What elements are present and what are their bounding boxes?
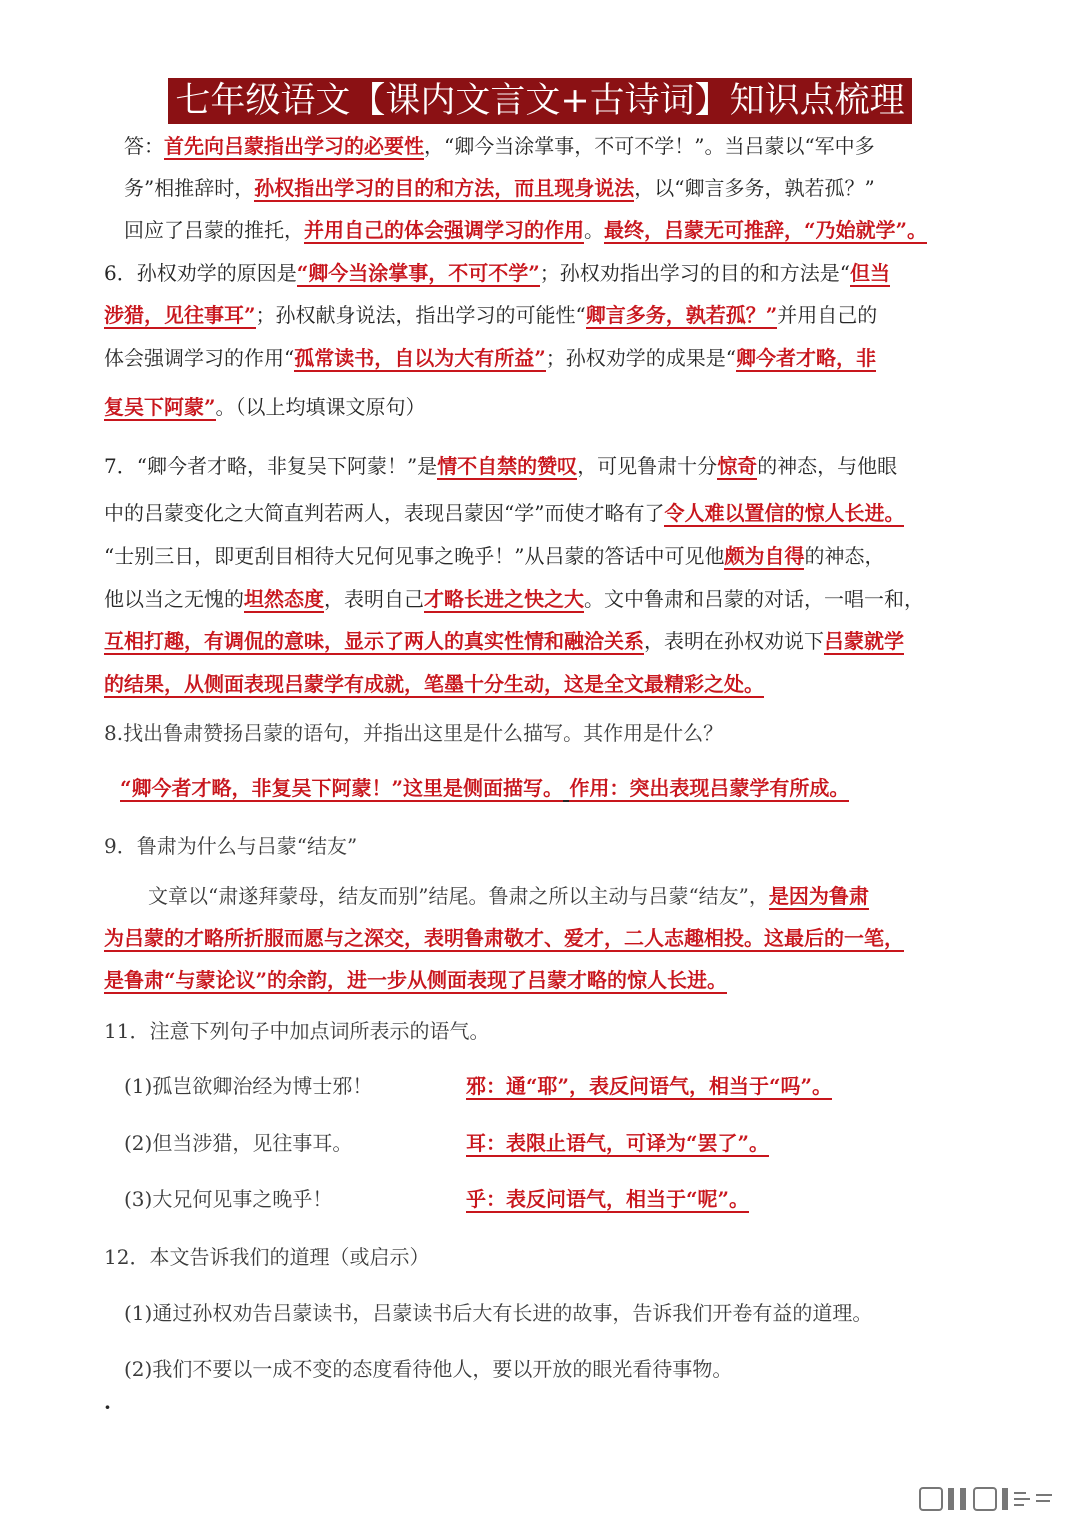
- q7-highlight: 惊奇: [717, 454, 758, 478]
- answer-text: 回应了吕蒙的推托，: [124, 218, 304, 242]
- q9-answer-line-3: [104, 967, 727, 993]
- q11-sentence-3: (3)大兄何见事之晚乎！: [124, 1187, 333, 1211]
- q7-text: ，表明自己: [324, 587, 424, 611]
- q12-item-2: (2)我们不要以一成不变的态度看待他人，要以开放的眼光看待事物。: [124, 1357, 733, 1381]
- q11-answer-2: [466, 1130, 769, 1156]
- q9-highlight: 为吕蒙的才略所折服而愿与之深交，表明鲁肃敬才、爱才，二人志趣相投。这最后的一笔，: [104, 926, 904, 950]
- answer-line-2: [124, 175, 875, 201]
- q8-answer: [120, 775, 849, 801]
- q6-text: ；孙权献身说法，指出学习的可能性“: [255, 303, 586, 327]
- q11-question: 11．注意下列句子中加点词所表示的语气。: [104, 1019, 490, 1043]
- q6-blank-answer: 卿言多务，孰若孤？”: [585, 303, 778, 327]
- q7-text: 的神态，: [804, 544, 885, 568]
- q6-blank-answer: 但当: [849, 261, 890, 285]
- q7-line-4: [104, 586, 924, 612]
- answer-text: ，以“卿言多务，孰若孤？”: [634, 176, 875, 200]
- q9-answer-line-1: [148, 883, 869, 909]
- q6-line-1: [104, 260, 890, 286]
- q6-note: 。（以上均填课文原句）: [215, 395, 426, 419]
- q12-item-1: (1)通过孙权劝告吕蒙读书，吕蒙读书后大有长进的故事，告诉我们开卷有益的道理。: [124, 1301, 873, 1325]
- q11-answer-3: [466, 1186, 749, 1212]
- q6-blank-answer: 复吴下阿蒙”: [104, 395, 216, 419]
- answer-highlight: 最终，吕蒙无可推辞，“乃始就学”。: [604, 218, 928, 242]
- answer-highlight: 孙权指出学习的目的和方法，而且现身说法: [254, 176, 635, 200]
- q7-highlight: 令人难以置信的惊人长进。: [664, 501, 905, 525]
- page-title: 七年级语文【课内文言文+古诗词】知识点梳理: [168, 78, 912, 124]
- q11-sentence-2: (2)但当涉猎，见往事耳。: [124, 1131, 353, 1155]
- answer-text: 。: [584, 218, 604, 242]
- q7-highlight: 的结果，从侧面表现吕蒙学有成就，笔墨十分生动，这是全文最精彩之处。: [104, 672, 764, 696]
- q8-answer-part: “卿今者才略，非复吴下阿蒙！”这里是侧面描写。: [120, 776, 564, 800]
- q7-highlight: 情不自禁的赞叹: [437, 454, 578, 478]
- q6-blank-answer: 卿今者才略，非: [735, 346, 876, 370]
- q7-text: 中的吕蒙变化之大简直判若两人，表现吕蒙因“学”而使才略有了: [104, 501, 665, 525]
- q9-highlight: 是鲁肃“与蒙论议”的余韵，进一步从侧面表现了吕蒙才略的惊人长进。: [104, 968, 728, 992]
- q6-text: ；孙权劝指出学习的目的和方法是“: [539, 261, 850, 285]
- q7-text: ，表明在孙权劝说下: [644, 629, 824, 653]
- answer-highlight: 首先向吕蒙指出学习的必要性: [164, 134, 424, 158]
- q7-text: 。文中鲁肃和吕蒙的对话，一唱一和，: [584, 587, 924, 611]
- answer-line-3: [124, 217, 927, 243]
- q7-text: ，可见鲁肃十分: [577, 454, 718, 478]
- q7-line-5: [104, 628, 904, 654]
- q7-highlight: 互相打趣，有调侃的意味，显示了两人的真实性情和融洽关系: [104, 629, 644, 653]
- q7-highlight: 吕蒙就学: [824, 629, 904, 653]
- q8-question: 8.找出鲁肃赞扬吕蒙的语句，并指出这里是什么描写。其作用是什么？: [104, 721, 724, 745]
- answer-prefix: 答：: [124, 134, 164, 158]
- q9-highlight: 是因为鲁肃: [768, 884, 869, 908]
- q7-highlight: 才略长进之快之大: [424, 587, 584, 611]
- q6-blank-answer: “卿今当涂掌事，不可不学”: [296, 261, 540, 285]
- watermark-bars-icon: [918, 1486, 1056, 1512]
- q11-answer-text: 耳：表限止语气，可译为“罢了”。: [466, 1131, 770, 1155]
- q8-answer-part: 作用：突出表现吕蒙学有所成。: [569, 776, 850, 800]
- q7-line-2: [104, 500, 904, 526]
- answer-text: 务”相推辞时，: [124, 176, 255, 200]
- q7-text: 他以当之无愧的: [104, 587, 244, 611]
- q7-line-6: [104, 671, 764, 697]
- q6-blank-answer: 涉猎，见往事耳”: [104, 303, 256, 327]
- q6-text: ；孙权劝学的成果是“: [545, 346, 736, 370]
- q7-highlight: 颇为自得: [724, 544, 805, 568]
- q7-highlight: 坦然态度: [244, 587, 324, 611]
- q9-question: 9．鲁肃为什么与吕蒙“结友”: [104, 834, 358, 858]
- q7-line-1: [104, 453, 897, 479]
- q7-text: “士别三日，即更刮目相待大兄何见事之晚乎！”从吕蒙的答话中可见他: [104, 544, 725, 568]
- q6-text: 并用自己的: [777, 303, 878, 327]
- q6-text: 体会强调学习的作用“: [104, 346, 295, 370]
- q7-line-3: [104, 543, 884, 569]
- q9-answer-line-2: [104, 925, 904, 951]
- q6-blank-answer: 孤常读书，自以为大有所益”: [294, 346, 546, 370]
- answer-text: ，“卿今当涂掌事，不可不学！”。当吕蒙以“军中多: [424, 134, 875, 158]
- q12-question: 12．本文告诉我们的道理（或启示）: [104, 1245, 430, 1269]
- answer-highlight: 并用自己的体会强调学习的作用: [304, 218, 584, 242]
- q6-text: 6．孙权劝学的原因是: [104, 261, 297, 285]
- q7-text: 7．“卿今者才略，非复吴下阿蒙！”是: [104, 454, 438, 478]
- q11-answer-1: [466, 1073, 832, 1099]
- answer-line-1: [124, 133, 875, 159]
- q6-line-2: [104, 302, 877, 328]
- q6-line-3: [104, 345, 876, 371]
- q11-answer-text: 乎：表反问语气，相当于“呢”。: [466, 1187, 750, 1211]
- q6-line-4: [104, 394, 426, 420]
- trailing-mark: ·: [104, 1395, 111, 1419]
- q7-text: 的神态，与他眼: [757, 454, 898, 478]
- q11-answer-text: 邪：通“耶”，表反问语气，相当于“吗”。: [466, 1074, 833, 1098]
- q11-sentence-1: (1)孤岂欲卿治经为博士邪！: [124, 1074, 373, 1098]
- q9-text: 文章以“肃遂拜蒙母，结友而别”结尾。鲁肃之所以主动与吕蒙“结友”，: [148, 884, 769, 908]
